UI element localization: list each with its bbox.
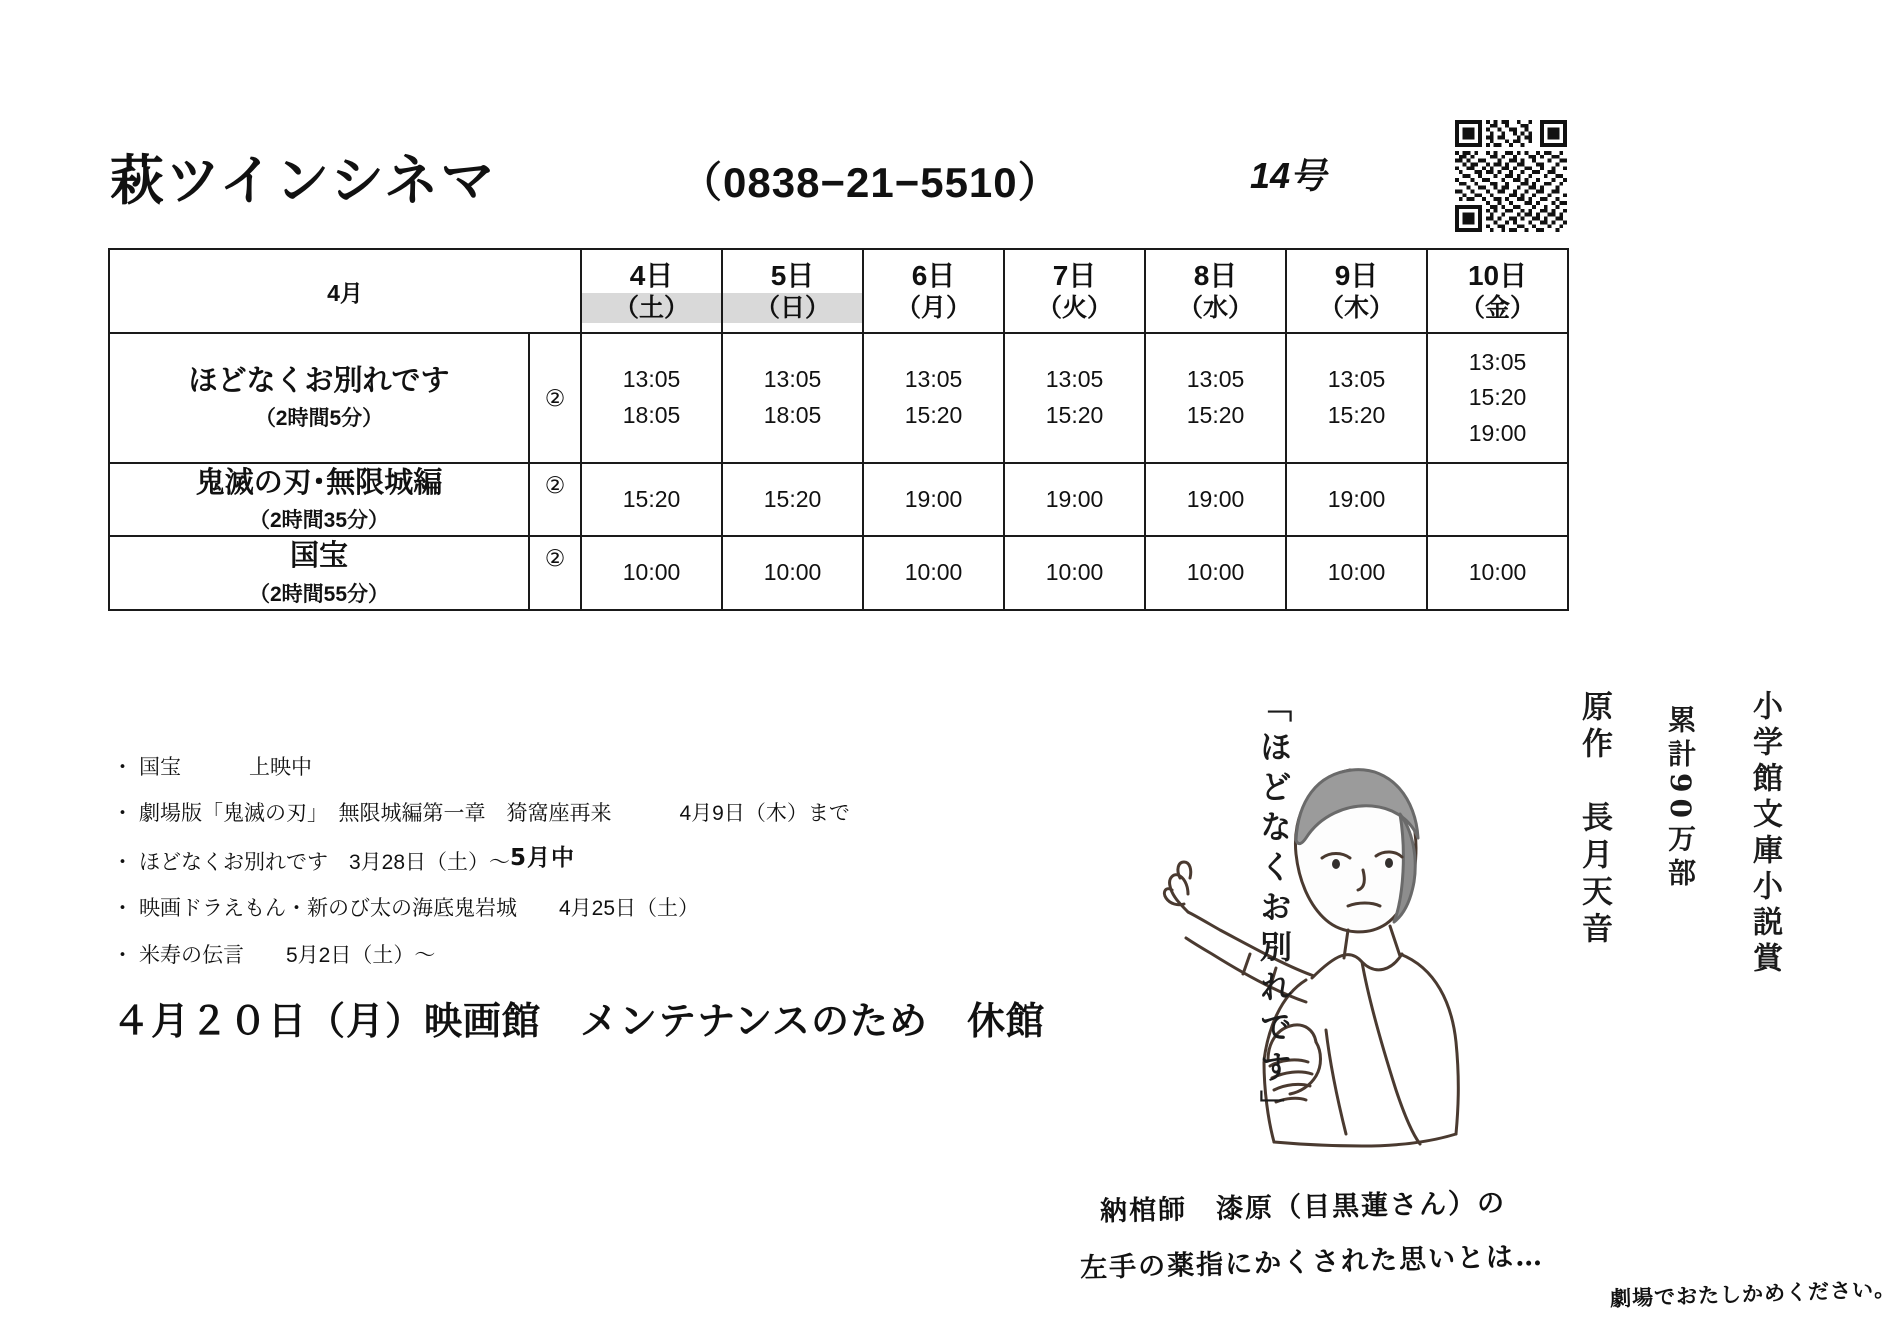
- note-line: [112, 801, 1062, 827]
- note-line: [112, 755, 1062, 781]
- note-line: [112, 844, 1062, 877]
- showtimes-cell: [1286, 463, 1427, 536]
- showtime: 10:00: [1468, 559, 1527, 586]
- showtime: 19:00: [1468, 419, 1527, 446]
- showtime: 15:20: [904, 402, 963, 428]
- day-of-week: （月）: [896, 293, 972, 322]
- showtime: 13:05: [1327, 366, 1386, 393]
- showtime: 10:00: [622, 559, 681, 586]
- character-illustration: [1100, 730, 1540, 1160]
- film-duration: （2時間55分）: [248, 582, 390, 606]
- table-row: [109, 536, 1568, 609]
- showtime: 13:05: [1468, 348, 1527, 375]
- day-column-header: [1004, 249, 1145, 333]
- qr-code-icon[interactable]: [1455, 120, 1567, 232]
- table-row: [109, 333, 1568, 463]
- showtimes-cell: [1286, 536, 1427, 609]
- issue-number: 14号: [1250, 155, 1327, 196]
- day-number: 8日: [1193, 259, 1238, 291]
- note-text: 映画ドラえもん・新のび太の海底鬼岩城 4月25日（土）: [139, 897, 700, 921]
- day-column-header: [1145, 249, 1286, 333]
- showtimes-cell: [1004, 463, 1145, 536]
- film-title: 鬼滅の刃･無限城編: [195, 467, 443, 499]
- showtimes-cell: [863, 333, 1004, 463]
- showtimes-cell: [722, 536, 863, 609]
- showtimes-cell: [1145, 536, 1286, 609]
- upcoming-notes: [112, 755, 1062, 989]
- showtimes-cell: [1427, 333, 1568, 463]
- cinema-name: 萩ツインシネマ: [110, 151, 497, 211]
- handwritten-caption-line-3: 劇場でおたしかめください。: [1609, 1276, 1897, 1311]
- showtime: 15:20: [1327, 402, 1386, 428]
- note-bullet: ・: [112, 850, 133, 874]
- screen-number: ②: [529, 536, 581, 609]
- showtime: 18:05: [622, 402, 681, 428]
- screen-number: ②: [529, 463, 581, 536]
- showtime: 10:00: [1045, 559, 1104, 586]
- closure-notice: ４月２０日（月）映画館 メンテナンスのため 休館: [112, 1001, 1045, 1043]
- day-number: 4日: [629, 259, 674, 291]
- note-text: 国宝: [139, 756, 181, 779]
- showtimes-cell: [722, 463, 863, 536]
- showtimes-cell: [581, 333, 722, 463]
- day-number: 7日: [1052, 259, 1097, 291]
- note-bullet: ・: [112, 943, 133, 967]
- note-bullet: ・: [112, 897, 133, 921]
- film-title: 国宝: [289, 540, 348, 573]
- day-of-week: （水）: [1178, 293, 1254, 322]
- handwritten-speech-bubble: 「ほどなくお別れです」: [1255, 690, 1293, 1130]
- showtime: 15:20: [1186, 402, 1245, 428]
- showtimes-cell: [581, 463, 722, 536]
- handwritten-prize: 小学館文庫小説賞: [1747, 690, 1782, 978]
- showtime: 15:20: [622, 485, 681, 512]
- day-column-header: [1286, 249, 1427, 333]
- phone-number: （0838−21−5510）: [680, 159, 1061, 206]
- day-of-week: （火）: [1037, 293, 1113, 322]
- note-handwritten-end: 5月中: [510, 844, 576, 871]
- day-number: 10日: [1467, 259, 1528, 291]
- day-of-week: （木）: [1319, 293, 1395, 322]
- showtime: 13:05: [1186, 366, 1245, 393]
- table-header-row: [109, 249, 1568, 333]
- day-column-header: [581, 249, 722, 333]
- showtime: 13:05: [763, 366, 822, 393]
- note-tail: 上映中: [249, 756, 312, 779]
- showtimes-cell: [863, 463, 1004, 536]
- showtimes-cell: [863, 536, 1004, 609]
- schedule-table: [108, 248, 1569, 611]
- showtime: 18:05: [763, 402, 822, 428]
- note-text: 劇場版「鬼滅の刃」 無限城編第一章 猗窩座再来: [139, 802, 612, 826]
- note-bullet: ・: [112, 802, 133, 826]
- film-title-cell: [109, 463, 529, 536]
- note-line: [112, 896, 1062, 922]
- showtime: 15:20: [1468, 384, 1527, 411]
- showtime: 19:00: [1327, 485, 1386, 512]
- showtime: 10:00: [1327, 559, 1386, 586]
- day-number: 6日: [911, 259, 956, 291]
- note-text: ほどなくお別れです 3月28日（土）～: [139, 850, 511, 874]
- handwritten-sales: 累計90万部: [1664, 705, 1697, 892]
- day-number: 9日: [1334, 259, 1379, 291]
- day-column-header: [1427, 249, 1568, 333]
- showtimes-cell: [1145, 333, 1286, 463]
- showtime: 13:05: [622, 366, 681, 393]
- film-title-cell: [109, 536, 529, 609]
- handwritten-caption-line-2: 左手の薬指にかくされた思いとは…: [1079, 1240, 1545, 1285]
- day-column-header: [722, 249, 863, 333]
- note-bullet: ・: [112, 756, 133, 779]
- handwritten-caption-line-1: 納棺師 漆原（目黒蓮さん）の: [1099, 1187, 1507, 1228]
- showtime: 19:00: [904, 485, 963, 512]
- note-line: [112, 943, 1062, 969]
- showtimes-cell: [722, 333, 863, 463]
- showtime: 10:00: [904, 559, 963, 586]
- screen-number: ②: [529, 333, 581, 463]
- showtime: 19:00: [1045, 485, 1104, 512]
- film-title: ほどなくお別れです: [188, 365, 450, 398]
- showtimes-cell-empty: [1427, 463, 1568, 536]
- showtimes-cell: [1427, 536, 1568, 609]
- showtime: 13:05: [904, 366, 963, 393]
- showtime: 19:00: [1186, 485, 1245, 512]
- table-row: [109, 463, 1568, 536]
- showtime: 15:20: [1045, 402, 1104, 428]
- showtime: 15:20: [763, 485, 822, 512]
- showtimes-cell: [1145, 463, 1286, 536]
- showtimes-cell: [1004, 333, 1145, 463]
- note-tail: 4月9日（木）まで: [679, 802, 850, 826]
- showtimes-cell: [1004, 536, 1145, 609]
- month-label: 4月: [109, 249, 581, 333]
- handwritten-author: 原作 長月天音: [1576, 690, 1612, 949]
- day-number: 5日: [770, 259, 815, 291]
- day-of-week: （土）: [582, 293, 721, 324]
- day-column-header: [863, 249, 1004, 333]
- note-text: 米寿の伝言 5月2日（土）～: [139, 943, 436, 967]
- day-of-week: （金）: [1460, 293, 1536, 322]
- film-duration: （2時間5分）: [254, 407, 384, 431]
- showtime: 13:05: [1045, 366, 1104, 393]
- showtime: 10:00: [1186, 559, 1245, 586]
- showtime: 10:00: [763, 559, 822, 586]
- showtimes-cell: [1286, 333, 1427, 463]
- film-title-cell: [109, 333, 529, 463]
- showtimes-cell: [581, 536, 722, 609]
- film-duration: （2時間35分）: [248, 509, 390, 533]
- flyer-header: [110, 120, 1810, 230]
- day-of-week: （日）: [723, 293, 862, 324]
